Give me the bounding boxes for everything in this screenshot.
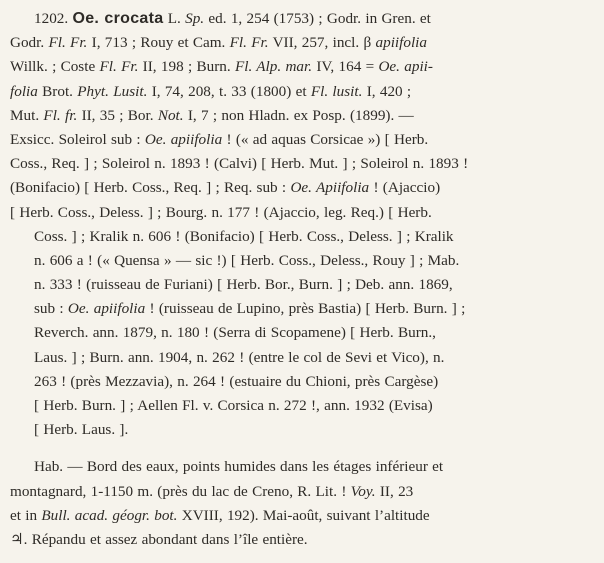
exsiccata-line xyxy=(10,273,594,297)
text-segment: Coss. ] ; Kralik n. 606 ! (Bonifacio) [ Herb. Coss., Deless. ] ; Kralik xyxy=(34,227,454,245)
italic-segment: folia xyxy=(10,82,38,100)
habitat-line xyxy=(10,528,594,552)
text-segment: I, 7 ; non Hladn. ex Posp. (1899). — xyxy=(183,106,414,124)
citation-line xyxy=(10,31,594,55)
text-segment: n. 333 ! (ruisseau de Furiani) [ Herb. Bor., Burn. ] ; Deb. ann. 1869, xyxy=(34,276,453,294)
citation-line xyxy=(10,80,594,104)
text-segment: I, 713 ; Rouy et Cam. xyxy=(87,34,230,52)
text-segment: Reverch. ann. 1879, n. 180 ! (Serra di Scopamene) [ Herb. Burn., xyxy=(34,324,436,342)
italic-segment: Bull. acad. géogr. bot. xyxy=(41,506,178,524)
text-segment: Hab. — Bord des eaux, points humides dans les étages inférieur et xyxy=(34,458,444,476)
text-segment: I, 74, 208, t. 33 (1800) et xyxy=(147,82,311,100)
italic-segment: Not. xyxy=(157,106,184,124)
text-segment: ! (« ad aquas Corsicae ») [ Herb. xyxy=(222,130,429,148)
text-segment: [ Herb. Burn. ] ; Aellen Fl. v. Corsica n. 272 !, ann. 1932 (Evisa) xyxy=(34,397,433,414)
text-segment: (Bonifacio) [ Herb. Coss., Req. ] ; Req. sub : xyxy=(10,179,291,197)
habitat-line xyxy=(10,480,594,504)
italic-segment: Oe. apiifolia xyxy=(67,300,146,318)
text-segment: Brot. xyxy=(37,82,78,100)
exsiccata-line xyxy=(10,128,594,152)
text-segment: ed. 1, 254 (1753) ; Godr. in Gren. et xyxy=(204,10,431,27)
text-segment: VII, 257, incl. β xyxy=(268,34,376,52)
entry-number: 1202. xyxy=(34,10,69,27)
exsiccata-line xyxy=(10,346,594,370)
text-segment: II, 23 xyxy=(375,482,414,500)
text-segment: 263 ! (près Mezzavia), n. 264 ! (estuaire du Chioni, près Cargèse) xyxy=(34,372,439,390)
exsiccata-line xyxy=(10,152,594,176)
text-segment: ! (ruisseau de Lupino, près Bastia) [ Herb. Burn. ] ; xyxy=(145,300,466,318)
text-segment: Mut. xyxy=(10,106,44,124)
italic-segment: Oe. Apiifolia xyxy=(290,179,370,197)
italic-segment: Oe. apii- xyxy=(378,58,433,76)
italic-segment: Fl. fr. xyxy=(43,106,78,124)
exsiccata-line xyxy=(10,201,594,225)
habitat-line xyxy=(10,504,594,528)
text-segment: IV, 164 = xyxy=(312,58,379,76)
italic-segment: Oe. apiifolia xyxy=(144,130,223,148)
exsiccata-line xyxy=(10,321,594,345)
exsiccata-line xyxy=(10,370,594,394)
citation-line xyxy=(168,10,431,27)
italic-segment: Fl. lusit. xyxy=(310,82,363,100)
citation-line xyxy=(10,55,594,79)
text-segment: [ Herb. Laus. ]. xyxy=(34,421,129,439)
text-segment: montagnard, 1-1150 m. (près du lac de Creno, R. Lit. ! xyxy=(10,482,351,500)
text-segment: [ Herb. Coss., Deless. ] ; Bourg. n. 177 ! (Ajaccio, leg. Req.) [ Herb. xyxy=(10,203,432,221)
italic-segment: Phyt. Lusit. xyxy=(77,82,148,100)
italic-segment: Voy. xyxy=(350,482,376,500)
text-segment: Godr. xyxy=(10,34,49,52)
italic-segment: Fl. Fr. xyxy=(229,34,269,52)
text-segment: II, 198 ; Burn. xyxy=(138,58,235,76)
entry-heading-line xyxy=(10,7,594,31)
text-segment: I, 420 ; xyxy=(362,82,412,100)
habitat-line xyxy=(10,455,594,479)
text-segment: et in xyxy=(10,506,42,524)
text-segment: Willk. ; Coste xyxy=(10,58,100,76)
citation-line xyxy=(10,104,594,128)
text-segment: L. xyxy=(167,10,186,27)
text-segment: XVIII, 192). Mai-août, suivant l’altitude xyxy=(177,506,430,524)
italic-segment: apiifolia xyxy=(375,34,427,52)
text-segment: n. 606 a ! (« Quensa » — sic !) [ Herb. Coss., Deless., Rouy ] ; Mab. xyxy=(34,251,460,269)
text-segment: Exsicc. Soleirol sub : xyxy=(10,130,145,148)
text-segment: ! (Ajaccio) xyxy=(369,179,441,197)
text-segment: Coss., Req. ] ; Soleirol n. 1893 ! (Calvi) [ Herb. Mut. ] ; Soleirol n. 1893 ! xyxy=(10,155,469,173)
exsiccata-line xyxy=(10,297,594,321)
italic-segment: Fl. Alp. mar. xyxy=(234,58,313,76)
italic-segment: Fl. Fr. xyxy=(99,58,139,76)
text-segment: Laus. ] ; Burn. ann. 1904, n. 262 ! (entre le col de Sevi et Vico), n. xyxy=(34,348,445,366)
italic-segment: Sp. xyxy=(185,10,205,27)
text-segment: II, 35 ; Bor. xyxy=(77,106,158,124)
exsiccata-line xyxy=(10,176,594,200)
text-segment: ♃. Répandu et assez abondant dans l’île entière. xyxy=(10,530,308,548)
exsiccata-line xyxy=(10,394,594,418)
species-name: Oe. crocata xyxy=(72,10,164,27)
exsiccata-line xyxy=(10,249,594,273)
exsiccata-line xyxy=(10,225,594,249)
text-segment: sub : xyxy=(34,300,68,318)
exsiccata-line xyxy=(10,418,594,442)
italic-segment: Fl. Fr. xyxy=(48,34,88,52)
